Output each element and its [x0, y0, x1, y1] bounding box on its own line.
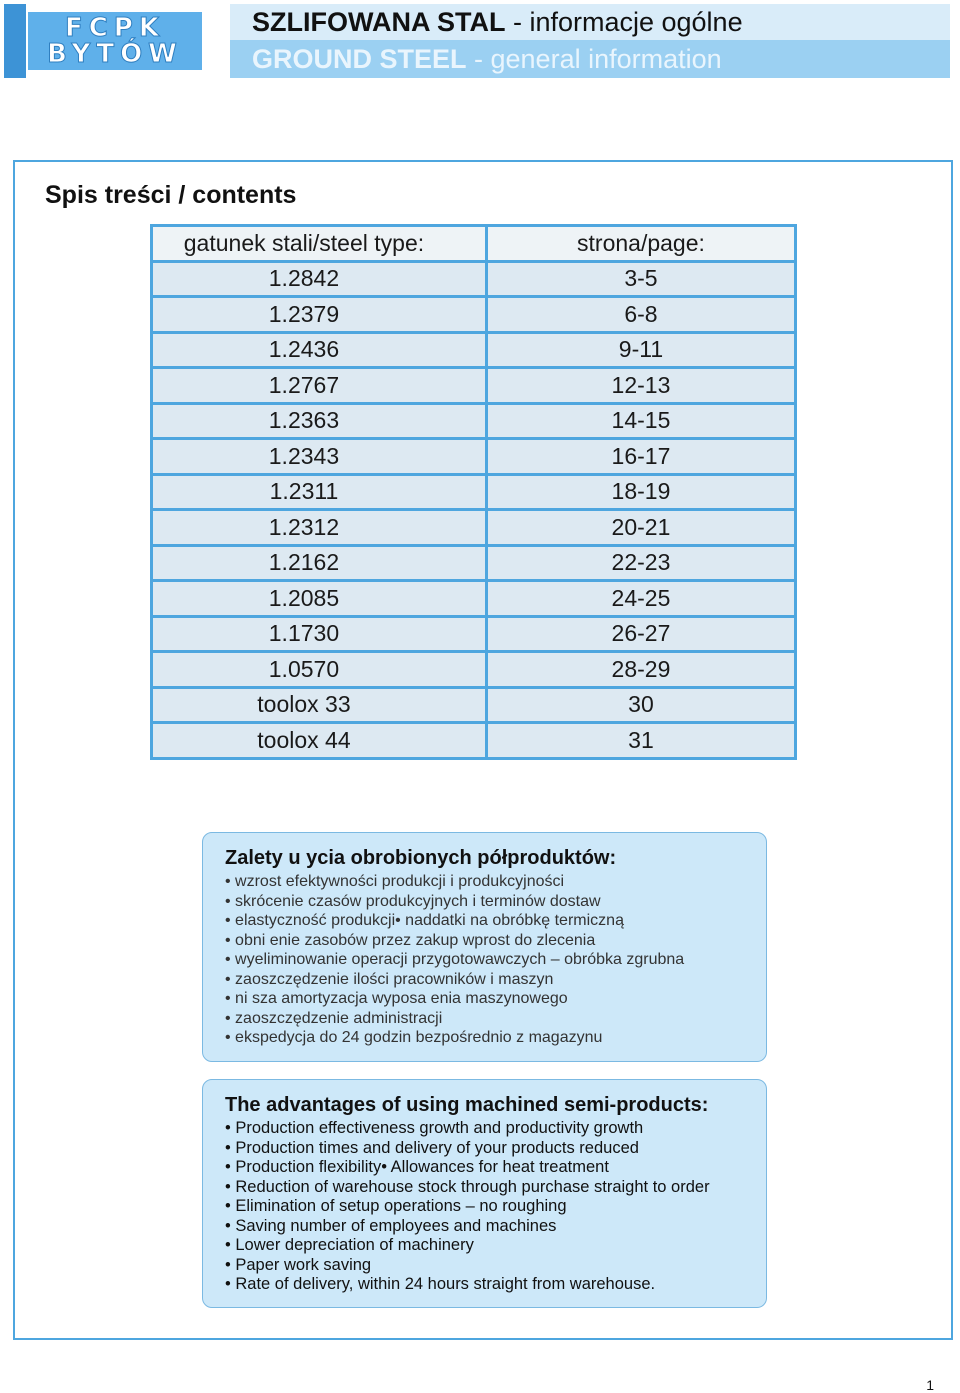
page-range-cell: 6-8: [486, 297, 795, 333]
table-row: [152, 474, 796, 510]
contents-heading: Spis treści / contents: [45, 181, 297, 209]
steel-type-cell: 1.2363: [152, 403, 487, 439]
page-title-polish: [230, 4, 950, 40]
contents-table: [150, 224, 797, 760]
table-row: [152, 723, 796, 759]
page-range-cell: 24-25: [486, 581, 795, 617]
list-item: • Elimination of setup operations – no roughing: [225, 1197, 756, 1217]
steel-type-cell: 1.2842: [152, 261, 487, 297]
logo-line-2: BYTÓW: [47, 39, 183, 69]
steel-type-cell: toolox 44: [152, 723, 487, 759]
page-range-cell: 16-17: [486, 439, 795, 475]
steel-type-cell: 1.2767: [152, 368, 487, 404]
page-range-cell: 3-5: [486, 261, 795, 297]
list-item: • ekspedycja do 24 godzin bezpośrednio z magazynu: [225, 1028, 756, 1048]
list-item: • Production times and delivery of your products reduced: [225, 1139, 756, 1159]
title-en-bold: GROUND STEEL: [252, 43, 467, 74]
list-item: • zaoszczędzenie ilości pracowników i maszyn: [225, 970, 756, 990]
list-item: • obni enie zasobów przez zakup wprost do zlecenia: [225, 931, 756, 951]
table-row: [152, 616, 796, 652]
steel-type-cell: 1.2379: [152, 297, 487, 333]
steel-type-cell: toolox 33: [152, 687, 487, 723]
column-header-steel-type: gatunek stali/steel type:: [152, 226, 487, 262]
page-range-cell: 31: [486, 723, 795, 759]
contents-table-header: [152, 226, 796, 262]
steel-type-cell: 1.2311: [152, 474, 487, 510]
page-range-cell: 30: [486, 687, 795, 723]
page-range-cell: 28-29: [486, 652, 795, 688]
list-item: • Paper work saving: [225, 1256, 756, 1276]
list-item: • elastyczność produkcji• naddatki na obróbkę termiczną: [225, 911, 756, 931]
table-row: [152, 510, 796, 546]
page-range-cell: 18-19: [486, 474, 795, 510]
table-row: [152, 581, 796, 617]
company-logo: [28, 12, 202, 70]
steel-type-cell: 1.2085: [152, 581, 487, 617]
page-range-cell: 26-27: [486, 616, 795, 652]
steel-type-cell: 1.2343: [152, 439, 487, 475]
page-title-english: [230, 40, 950, 78]
page-number: 1: [926, 1377, 934, 1393]
list-item: • Lower depreciation of machinery: [225, 1236, 756, 1256]
steel-type-cell: 1.2162: [152, 545, 487, 581]
list-item: • zaoszczędzenie administracji: [225, 1009, 756, 1029]
list-item: • Production effectiveness growth and productivity growth: [225, 1119, 756, 1139]
advantages-title-polish: Zalety u ycia obrobionych półproduktów:: [225, 847, 617, 869]
table-row: [152, 368, 796, 404]
advantages-list-polish: [225, 872, 756, 1048]
table-row: [152, 297, 796, 333]
list-item: • Rate of delivery, within 24 hours straight from warehouse.: [225, 1275, 756, 1295]
table-row: [152, 332, 796, 368]
table-row: [152, 403, 796, 439]
list-item: • Production flexibility• Allowances for heat treatment: [225, 1158, 756, 1178]
table-row: [152, 545, 796, 581]
page-range-cell: 22-23: [486, 545, 795, 581]
page-range-cell: 9-11: [486, 332, 795, 368]
steel-type-cell: 1.2312: [152, 510, 487, 546]
title-en-rest: - general information: [466, 43, 722, 74]
table-row: [152, 439, 796, 475]
header-accent-bar: [4, 4, 26, 78]
advantages-list-english: [225, 1119, 756, 1295]
list-item: • Saving number of employees and machines: [225, 1217, 756, 1237]
table-row: [152, 687, 796, 723]
page-range-cell: 14-15: [486, 403, 795, 439]
steel-type-cell: 1.2436: [152, 332, 487, 368]
advantages-box-english: [202, 1079, 767, 1308]
advantages-box-polish: [202, 832, 767, 1062]
table-row: [152, 261, 796, 297]
steel-type-cell: 1.1730: [152, 616, 487, 652]
list-item: • ni sza amortyzacja wyposa enia maszynowego: [225, 989, 756, 1009]
list-item: • wzrost efektywności produkcji i produkcyjności: [225, 872, 756, 892]
list-item: • wyeliminowanie operacji przygotowawczych – obróbka zgrubna: [225, 950, 756, 970]
column-header-page: strona/page:: [486, 226, 795, 262]
title-pl-rest: - informacje ogólne: [505, 6, 743, 37]
title-pl-bold: SZLIFOWANA STAL: [252, 6, 506, 37]
page-range-cell: 20-21: [486, 510, 795, 546]
list-item: • Reduction of warehouse stock through purchase straight to order: [225, 1178, 756, 1198]
steel-type-cell: 1.0570: [152, 652, 487, 688]
list-item: • skrócenie czasów produkcyjnych i terminów dostaw: [225, 892, 756, 912]
table-row: [152, 652, 796, 688]
page-range-cell: 12-13: [486, 368, 795, 404]
advantages-title-english: The advantages of using machined semi-products:: [225, 1094, 709, 1116]
logo-line-1: FCPK: [64, 13, 166, 43]
